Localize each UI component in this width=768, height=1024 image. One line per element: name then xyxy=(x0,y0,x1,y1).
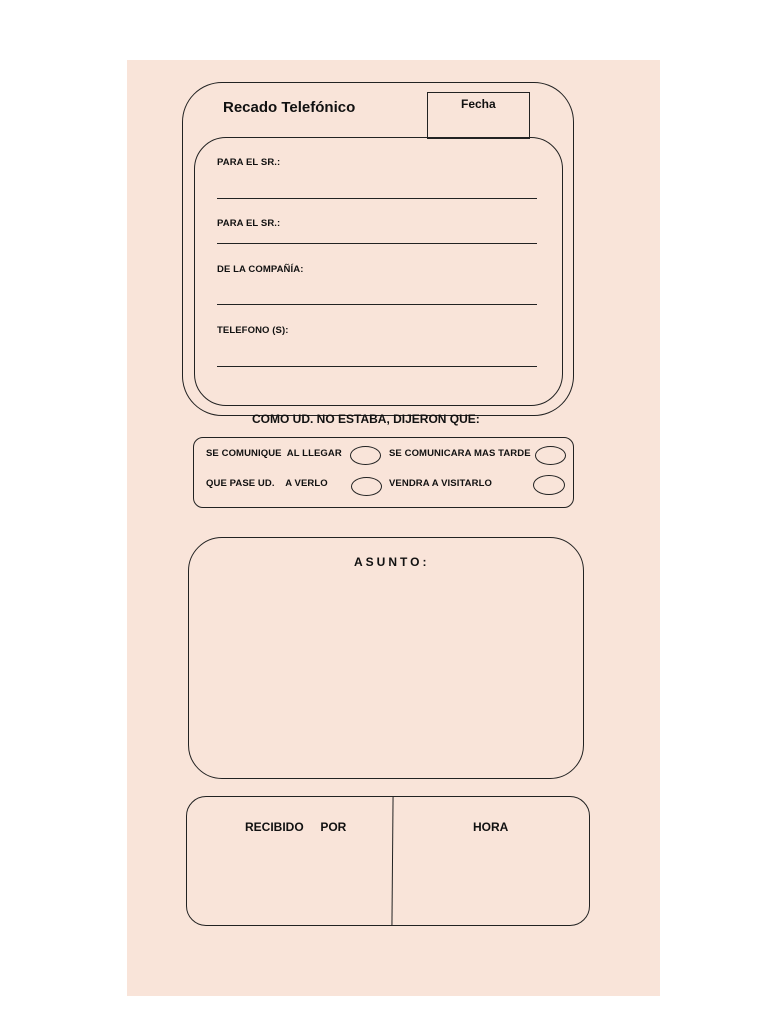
field-line-to-2[interactable] xyxy=(217,243,537,244)
option-oval-come-see-him[interactable] xyxy=(351,477,382,496)
time-label: HORA xyxy=(473,820,509,834)
field-label-phone: TELEFONO (S): xyxy=(217,325,289,336)
subject-heading: ASUNTO: xyxy=(354,555,430,569)
option-oval-call-on-arrival[interactable] xyxy=(350,446,381,465)
option-oval-will-call-later[interactable] xyxy=(535,446,566,465)
field-line-to-1[interactable] xyxy=(217,198,537,199)
option-label-come-see-him: QUE PASE UD. A VERLO xyxy=(206,478,328,489)
field-label-to-2: PARA EL SR.: xyxy=(217,218,281,229)
subject-frame[interactable] xyxy=(188,537,584,779)
field-label-company: DE LA COMPAÑÍA: xyxy=(217,264,304,275)
option-label-will-visit: VENDRA A VISITARLO xyxy=(389,478,492,489)
date-label: Fecha xyxy=(461,97,496,111)
footer-frame xyxy=(186,796,590,926)
option-oval-will-visit[interactable] xyxy=(533,475,565,495)
form-title: Recado Telefónico xyxy=(223,99,356,116)
received-by-label: RECIBIDO POR xyxy=(245,820,347,834)
message-heading: COMO UD. NO ESTABA, DIJERON QUE: xyxy=(252,412,480,426)
option-label-call-on-arrival: SE COMUNIQUE AL LLEGAR xyxy=(206,448,342,459)
option-label-will-call-later: SE COMUNICARA MAS TARDE xyxy=(389,448,531,459)
field-line-company[interactable] xyxy=(217,304,537,305)
field-label-to-1: PARA EL SR.: xyxy=(217,157,281,168)
field-line-phone[interactable] xyxy=(217,366,537,367)
